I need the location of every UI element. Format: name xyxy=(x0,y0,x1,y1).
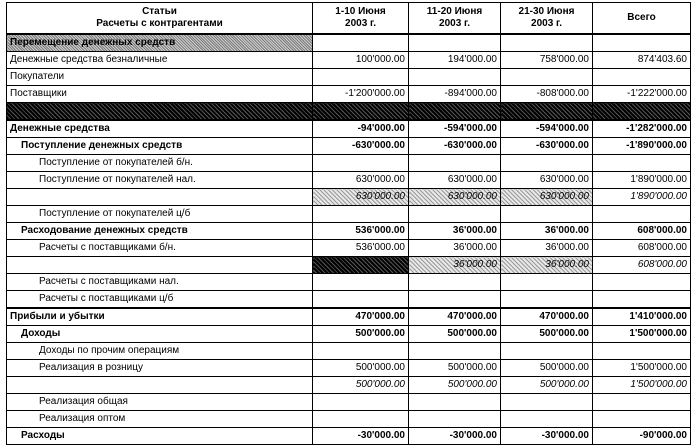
cell[interactable]: 608'000.00 xyxy=(593,240,691,257)
cell[interactable]: 1'410'000.00 xyxy=(593,308,691,326)
cell[interactable] xyxy=(501,394,593,411)
cell[interactable]: 500'000.00 xyxy=(409,360,501,377)
cell[interactable]: 36'000.00 xyxy=(501,257,593,274)
cell[interactable] xyxy=(313,274,409,291)
row-label[interactable] xyxy=(7,103,313,121)
cell[interactable] xyxy=(593,274,691,291)
row-label[interactable] xyxy=(7,377,313,394)
cell[interactable] xyxy=(501,274,593,291)
cell[interactable] xyxy=(501,34,593,52)
cell[interactable] xyxy=(501,411,593,428)
header-period-2: 11-20 Июня 2003 г. xyxy=(409,3,501,35)
cell[interactable]: 630'000.00 xyxy=(409,189,501,206)
cell[interactable] xyxy=(313,69,409,86)
row-label[interactable]: Доходы xyxy=(7,326,313,343)
header-period-3: 21-30 Июня 2003 г. xyxy=(501,3,593,35)
cell[interactable]: 36'000.00 xyxy=(409,257,501,274)
table-row xyxy=(7,206,691,223)
cell[interactable] xyxy=(313,257,409,274)
table-row xyxy=(7,274,691,291)
cell[interactable] xyxy=(409,103,501,121)
cell[interactable]: 608'000.00 xyxy=(593,257,691,274)
cell[interactable] xyxy=(593,343,691,360)
cell[interactable]: 536'000.00 xyxy=(313,240,409,257)
cell[interactable]: 500'000.00 xyxy=(313,377,409,394)
cell[interactable]: -1'282'000.00 xyxy=(593,120,691,138)
cell[interactable]: 1'500'000.00 xyxy=(593,360,691,377)
cell[interactable]: 1'890'000.00 xyxy=(593,172,691,189)
cell[interactable]: 630'000.00 xyxy=(313,172,409,189)
table-row xyxy=(7,69,691,86)
row-label[interactable]: Денежные средства безналичные xyxy=(7,52,313,69)
cell[interactable] xyxy=(409,155,501,172)
cell[interactable] xyxy=(409,411,501,428)
cell[interactable]: -30'000.00 xyxy=(501,428,593,445)
cell[interactable]: 536'000.00 xyxy=(313,223,409,240)
cell[interactable]: -90'000.00 xyxy=(593,428,691,445)
header-row xyxy=(7,3,691,35)
row-label[interactable]: Поступление от покупателей б/н. xyxy=(7,155,313,172)
cell[interactable]: 500'000.00 xyxy=(313,326,409,343)
row-label[interactable]: Денежные средства xyxy=(7,120,313,138)
cell[interactable] xyxy=(593,103,691,121)
cell[interactable]: 36'000.00 xyxy=(501,240,593,257)
cell[interactable] xyxy=(593,34,691,52)
cell[interactable]: -94'000.00 xyxy=(313,120,409,138)
table-row-subtotal xyxy=(7,189,691,206)
cell[interactable]: -1'200'000.00 xyxy=(313,86,409,103)
cell[interactable] xyxy=(313,411,409,428)
cell[interactable] xyxy=(501,155,593,172)
cell[interactable] xyxy=(501,206,593,223)
table-row xyxy=(7,411,691,428)
cell[interactable] xyxy=(313,394,409,411)
cell[interactable] xyxy=(313,155,409,172)
cell[interactable] xyxy=(409,206,501,223)
cell[interactable]: 36'000.00 xyxy=(409,240,501,257)
cell[interactable]: 500'000.00 xyxy=(501,326,593,343)
cell[interactable]: 1'500'000.00 xyxy=(593,377,691,394)
cell[interactable] xyxy=(313,103,409,121)
cell[interactable]: 500'000.00 xyxy=(313,360,409,377)
table-row xyxy=(7,34,691,52)
cell[interactable]: 630'000.00 xyxy=(501,189,593,206)
table-row xyxy=(7,308,691,326)
row-label[interactable]: Покупатели xyxy=(7,69,313,86)
row-label[interactable] xyxy=(7,189,313,206)
cell[interactable]: -1'222'000.00 xyxy=(593,86,691,103)
cell[interactable]: 630'000.00 xyxy=(409,172,501,189)
cell[interactable]: -594'000.00 xyxy=(409,120,501,138)
header-articles: Статьи Расчеты с контрагентами xyxy=(7,3,313,35)
table-row xyxy=(7,360,691,377)
cell[interactable]: 630'000.00 xyxy=(501,172,593,189)
table-row xyxy=(7,428,691,445)
cell[interactable] xyxy=(501,291,593,309)
row-label[interactable]: Поступление денежных средств xyxy=(7,138,313,155)
cell[interactable] xyxy=(593,69,691,86)
cell[interactable]: -808'000.00 xyxy=(501,86,593,103)
cell[interactable] xyxy=(409,34,501,52)
cell[interactable] xyxy=(409,343,501,360)
table-row xyxy=(7,120,691,138)
cell[interactable]: -894'000.00 xyxy=(409,86,501,103)
row-label[interactable]: Реализация оптом xyxy=(7,411,313,428)
cell[interactable]: 500'000.00 xyxy=(409,326,501,343)
cell[interactable]: 100'000.00 xyxy=(313,52,409,69)
cell[interactable]: 470'000.00 xyxy=(313,308,409,326)
cell[interactable]: 1'500'000.00 xyxy=(593,326,691,343)
cell[interactable]: -594'000.00 xyxy=(501,120,593,138)
cell[interactable]: 194'000.00 xyxy=(409,52,501,69)
cell[interactable]: 500'000.00 xyxy=(409,377,501,394)
table-row-subtotal xyxy=(7,377,691,394)
cell[interactable] xyxy=(593,411,691,428)
table-row xyxy=(7,138,691,155)
cell[interactable]: 470'000.00 xyxy=(409,308,501,326)
cell[interactable]: 608'000.00 xyxy=(593,223,691,240)
row-label[interactable]: Реализация в розницу xyxy=(7,360,313,377)
row-label[interactable]: Перемещение денежных средств xyxy=(7,34,313,52)
cell[interactable] xyxy=(409,394,501,411)
row-label[interactable]: Поступление от покупателей нал. xyxy=(7,172,313,189)
cell[interactable]: -630'000.00 xyxy=(501,138,593,155)
row-label[interactable]: Расходование денежных средств xyxy=(7,223,313,240)
table-row-shaded xyxy=(7,103,691,121)
cell[interactable] xyxy=(501,343,593,360)
table-row xyxy=(7,86,691,103)
cell[interactable] xyxy=(593,394,691,411)
cell[interactable] xyxy=(409,274,501,291)
row-label[interactable]: Расчеты с поставщиками ц/б xyxy=(7,291,313,309)
cell[interactable] xyxy=(313,291,409,309)
row-label[interactable]: Расчеты с поставщиками б/н. xyxy=(7,240,313,257)
cell[interactable]: -30'000.00 xyxy=(409,428,501,445)
cell[interactable]: -630'000.00 xyxy=(409,138,501,155)
cell[interactable]: 470'000.00 xyxy=(501,308,593,326)
cell[interactable] xyxy=(593,291,691,309)
table-row xyxy=(7,52,691,69)
row-label[interactable]: Поступление от покупателей ц/б xyxy=(7,206,313,223)
cell[interactable]: 36'000.00 xyxy=(409,223,501,240)
table-row xyxy=(7,326,691,343)
table-row xyxy=(7,240,691,257)
cell[interactable]: 758'000.00 xyxy=(501,52,593,69)
header-total: Всего xyxy=(593,3,691,35)
cell[interactable] xyxy=(313,343,409,360)
header-period-1: 1-10 Июня 2003 г. xyxy=(313,3,409,35)
cell[interactable] xyxy=(409,291,501,309)
cell[interactable]: -1'890'000.00 xyxy=(593,138,691,155)
cell[interactable] xyxy=(313,34,409,52)
table-row xyxy=(7,291,691,309)
row-label[interactable]: Реализация общая xyxy=(7,394,313,411)
table-row xyxy=(7,155,691,172)
table-row-subtotal xyxy=(7,257,691,274)
cell[interactable]: -30'000.00 xyxy=(313,428,409,445)
table-row xyxy=(7,343,691,360)
cell[interactable]: 630'000.00 xyxy=(313,189,409,206)
cell[interactable]: 500'000.00 xyxy=(501,360,593,377)
cell[interactable] xyxy=(501,103,593,121)
cell[interactable] xyxy=(501,69,593,86)
cell[interactable] xyxy=(593,155,691,172)
row-label[interactable] xyxy=(7,257,313,274)
cell[interactable]: 1'890'000.00 xyxy=(593,189,691,206)
table-row xyxy=(7,223,691,240)
table-row xyxy=(7,394,691,411)
row-label[interactable]: Расходы xyxy=(7,428,313,445)
row-label[interactable]: Доходы по прочим операциям xyxy=(7,343,313,360)
cashflow-table xyxy=(6,2,691,445)
cell[interactable]: 500'000.00 xyxy=(501,377,593,394)
cell[interactable] xyxy=(409,69,501,86)
cell[interactable]: 36'000.00 xyxy=(501,223,593,240)
cell[interactable] xyxy=(313,206,409,223)
table-row xyxy=(7,172,691,189)
row-label[interactable]: Расчеты с поставщиками нал. xyxy=(7,274,313,291)
cell[interactable]: -630'000.00 xyxy=(313,138,409,155)
row-label[interactable]: Поставщики xyxy=(7,86,313,103)
row-label[interactable]: Прибыли и убытки xyxy=(7,308,313,326)
cell[interactable] xyxy=(593,206,691,223)
cell[interactable]: 874'403.60 xyxy=(593,52,691,69)
